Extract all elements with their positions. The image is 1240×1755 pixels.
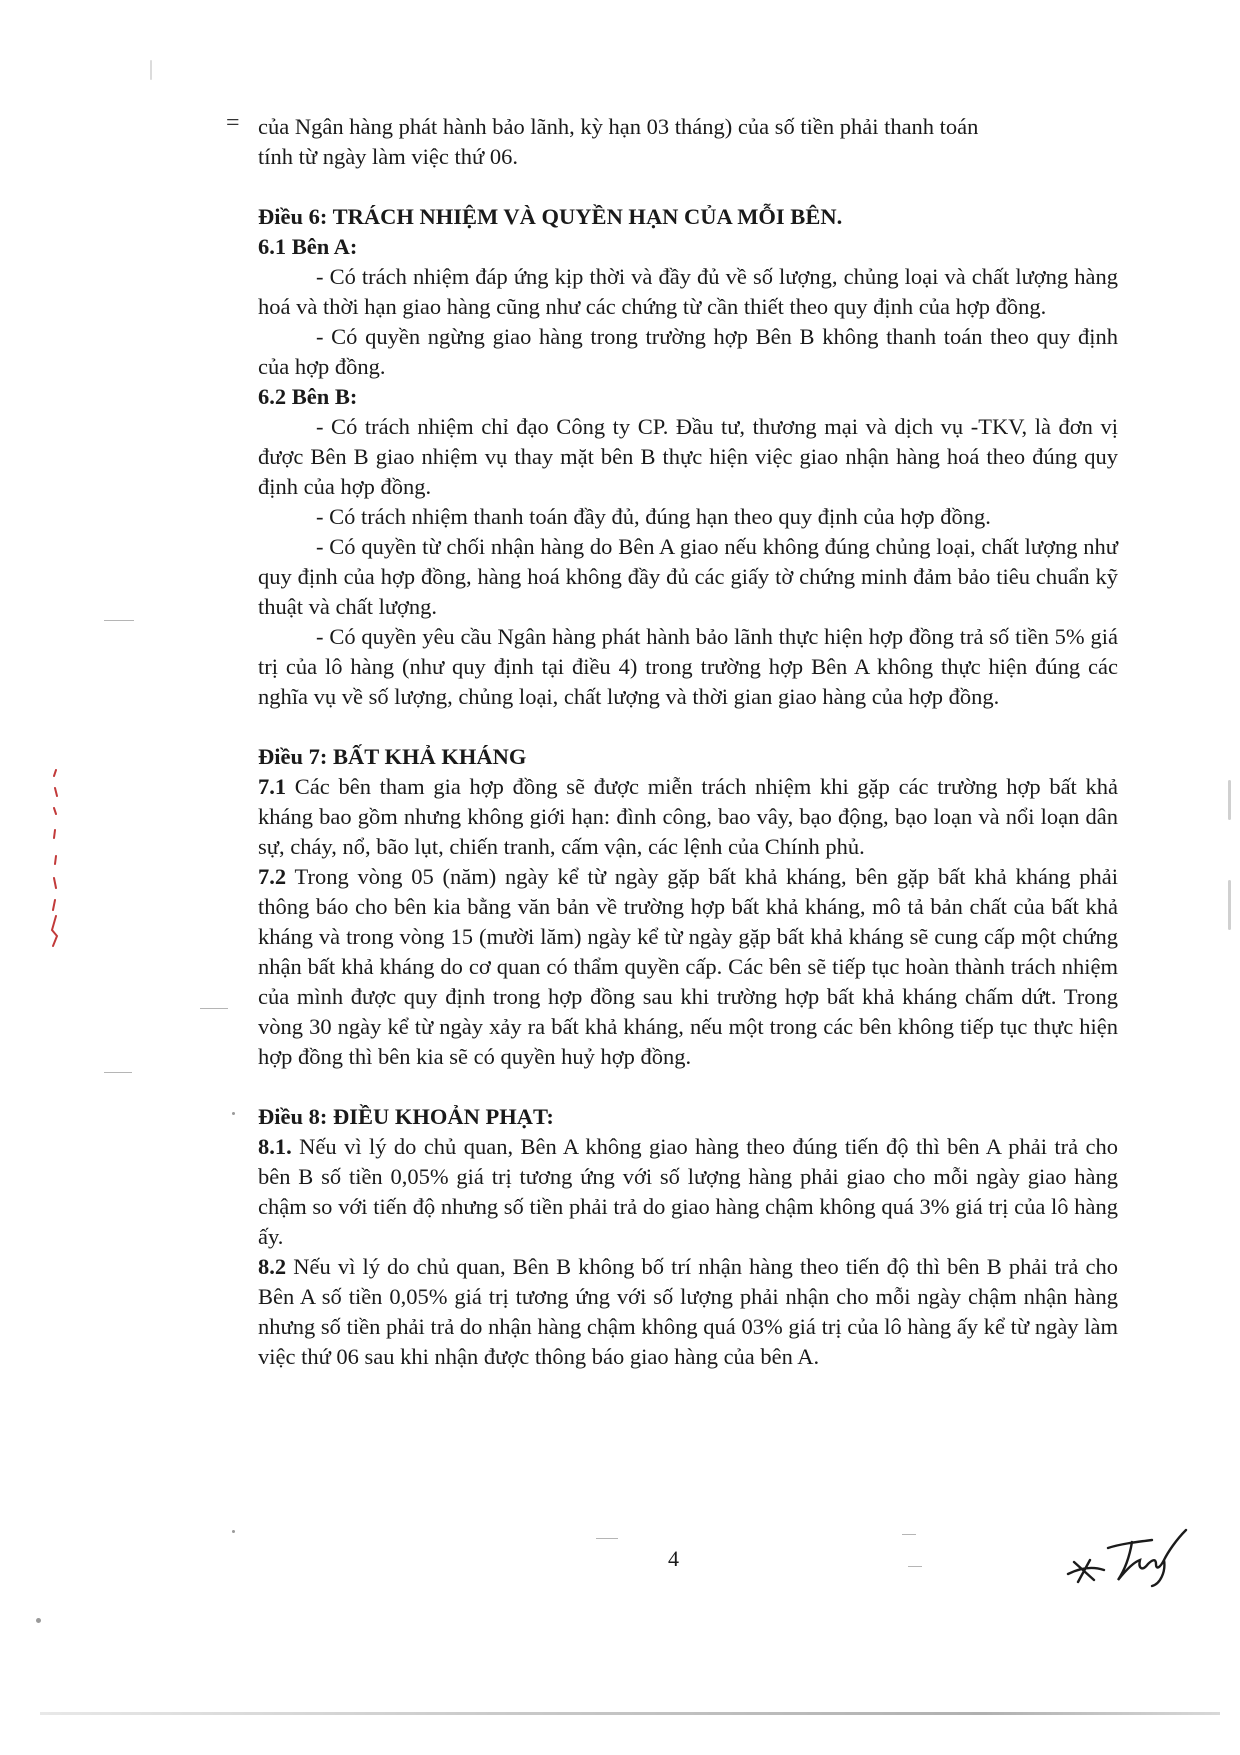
margin-mark xyxy=(200,1008,228,1009)
page-number: 4 xyxy=(668,1546,679,1571)
margin-mark xyxy=(908,1566,922,1567)
document-body xyxy=(258,112,1118,1372)
margin-dash-mark: = xyxy=(226,110,240,136)
scan-bottom-edge xyxy=(40,1712,1220,1715)
scan-edge-mark xyxy=(1228,880,1231,930)
margin-mark xyxy=(596,1538,618,1539)
clause-number: 8.2 xyxy=(258,1254,287,1279)
article-6-title: Điều 6: TRÁCH NHIỆM VÀ QUYỀN HẠN CỦA MỖI BÊN. xyxy=(258,204,843,229)
article-7-title: Điều 7: BẤT KHẢ KHÁNG xyxy=(258,744,527,769)
clause-number: 8.1. xyxy=(258,1134,292,1159)
margin-red-mark xyxy=(40,760,70,960)
clause-text: Nếu vì lý do chủ quan, Bên B không bố trí nhận hàng theo tiến độ thì bên B phải trả cho Bên A số tiền 0,05% giá trị tương ứng với số lượng phải nhận cho mỗi ngày chậm nhận hàng nhưng số tiền phải trả do nhận hàng chậm không quá 03% giá trị của lô hàng ấy kể từ ngày làm việc thứ 06 sau khi nhận được thông báo giao hàng của bên A. xyxy=(258,1254,1118,1369)
party-b-heading: 6.2 Bên B: xyxy=(258,384,358,409)
party-b-item: - Có quyền từ chối nhận hàng do Bên A giao nếu không đúng chủng loại, chất lượng như quy định của hợp đồng, hàng hoá không đầy đủ các giấy tờ chứng minh đảm bảo tiêu chuẩn kỹ thuật và chất lượng. xyxy=(258,534,1118,619)
scan-speck xyxy=(36,1618,41,1623)
scan-speck xyxy=(232,1530,235,1533)
party-a-heading: 6.1 Bên A: xyxy=(258,234,358,259)
clause-text: Các bên tham gia hợp đồng sẽ được miễn trách nhiệm khi gặp các trường hợp bất khả kháng bao gồm nhưng không giới hạn: đình công, bao vây, bạo động, bạo loạn và nổi loạn dân sự, cháy, nổ, bão lụt, chiến tranh, cấm vận, các lệnh của Chính phủ. xyxy=(258,774,1118,859)
clause-number: 7.2 xyxy=(258,864,287,889)
article-8-clause-1 xyxy=(258,1132,1118,1252)
margin-mark xyxy=(104,1072,132,1073)
clause-number: 7.1 xyxy=(258,774,287,799)
article-8-clause-2 xyxy=(258,1252,1118,1372)
signature-scribble xyxy=(1060,1518,1200,1588)
clause-text: Nếu vì lý do chủ quan, Bên A không giao hàng theo đúng tiến độ thì bên A phải trả cho bên B số tiền 0,05% giá trị tương ứng với số lượng hàng phải giao cho mỗi ngày giao hàng chậm so với tiến độ nhưng số tiền phải trả do giao hàng chậm không quá 3% giá trị của lô hàng ấy. xyxy=(258,1134,1118,1249)
intro-line-1: của Ngân hàng phát hành bảo lãnh, kỳ hạn 03 tháng) của số tiền phải thanh toán xyxy=(258,114,979,139)
scan-edge-mark xyxy=(1228,780,1231,820)
party-b-item: - Có quyền yêu cầu Ngân hàng phát hành bảo lãnh thực hiện hợp đồng trả số tiền 5% giá trị của lô hàng (như quy định tại điều 4) trong trường hợp Bên A không thực hiện đúng các nghĩa vụ về số lượng, chủng loại, chất lượng và thời gian giao hàng của hợp đồng. xyxy=(258,624,1118,709)
clause-text: Trong vòng 05 (năm) ngày kể từ ngày gặp bất khả kháng, bên gặp bất khả kháng phải thông báo cho bên kia bằng văn bản về trường hợp bất khả kháng, mô tả bản chất của bất khả kháng và trong vòng 15 (mười lăm) ngày kể từ ngày gặp bất khả kháng sẽ cung cấp một chứng nhận bất khả kháng do cơ quan có thẩm quyền cấp. Các bên sẽ tiếp tục hoàn thành trách nhiệm của mình được quy định trong hợp đồng sau khi trường hợp bất khả kháng chấm dứt. Trong vòng 30 ngày kể từ ngày xảy ra bất khả kháng, nếu một trong các bên không tiếp tục thực hiện hợp đồng thì bên kia sẽ có quyền huỷ hợp đồng. xyxy=(258,864,1118,1069)
margin-mark xyxy=(104,620,134,621)
article-7-clause-1 xyxy=(258,772,1118,862)
scan-speck xyxy=(232,1112,235,1115)
margin-mark xyxy=(902,1534,916,1535)
intro-line-2: tính từ ngày làm việc thứ 06. xyxy=(258,144,518,169)
party-b-item: - Có trách nhiệm chỉ đạo Công ty CP. Đầu tư, thương mại và dịch vụ -TKV, là đơn vị được Bên B giao nhiệm vụ thay mặt bên B thực hiện việc giao nhận hàng hoá theo đúng quy định của hợp đồng. xyxy=(258,414,1118,499)
party-b-item: - Có trách nhiệm thanh toán đầy đủ, đúng hạn theo quy định của hợp đồng. xyxy=(316,504,991,529)
party-a-item: - Có quyền ngừng giao hàng trong trường hợp Bên B không thanh toán theo quy định của hợp đồng. xyxy=(258,324,1118,379)
party-a-item: - Có trách nhiệm đáp ứng kịp thời và đầy đủ về số lượng, chủng loại và chất lượng hàng hoá và thời hạn giao hàng cũng như các chứng từ cần thiết theo quy định của hợp đồng. xyxy=(258,264,1118,319)
article-8-title: Điều 8: ĐIỀU KHOẢN PHẠT: xyxy=(258,1104,554,1129)
article-7-clause-2 xyxy=(258,862,1118,1072)
scan-edge-mark xyxy=(150,60,152,80)
